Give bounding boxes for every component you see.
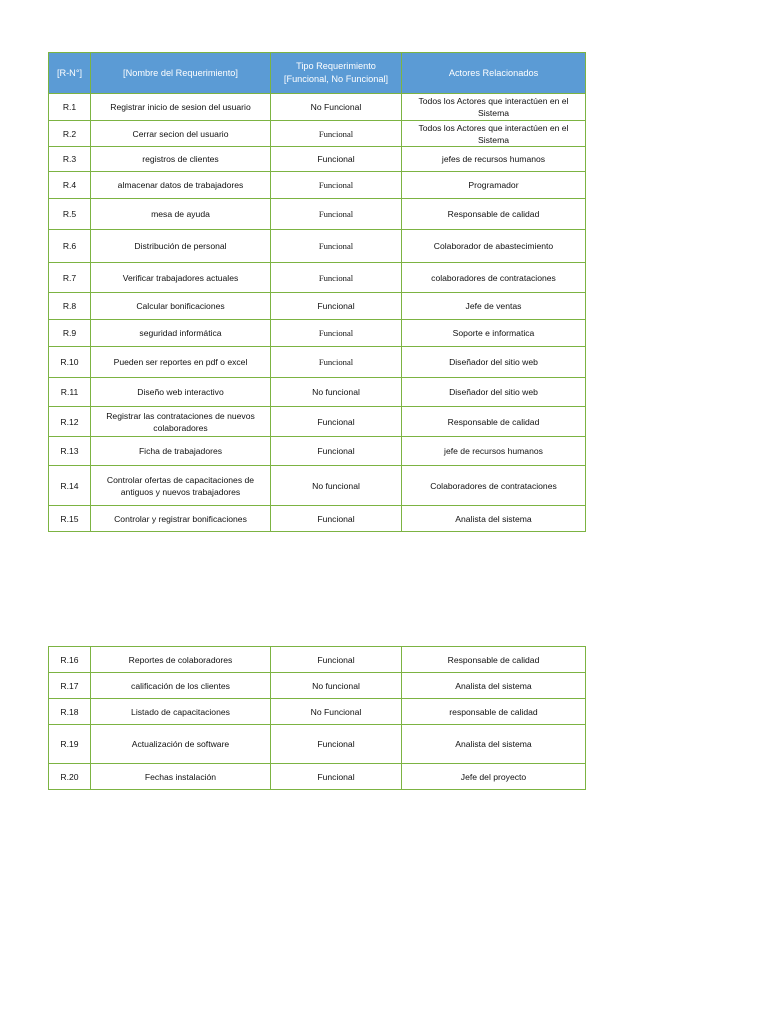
req-type: No funcional [271, 378, 402, 407]
req-name: Calcular bonificaciones [91, 293, 271, 320]
req-name: Actualización de software [91, 725, 271, 764]
req-id: R.16 [49, 647, 91, 673]
req-type: Funcional [271, 199, 402, 230]
req-type: Funcional [271, 293, 402, 320]
table-row [49, 725, 586, 764]
req-name: Distribución de personal [91, 230, 271, 263]
req-actors: Jefe del proyecto [402, 764, 586, 790]
req-id: R.6 [49, 230, 91, 263]
req-actors: Todos los Actores que interactúen en el Sistema [402, 121, 586, 147]
req-type: Funcional [271, 347, 402, 378]
req-id: R.11 [49, 378, 91, 407]
table-row [49, 230, 586, 263]
req-actors: Colaboradores de contrataciones [402, 466, 586, 506]
req-type: Funcional [271, 121, 402, 147]
header-type [271, 53, 402, 94]
req-name: Diseño web interactivo [91, 378, 271, 407]
req-type: Funcional [271, 407, 402, 437]
table-row [49, 293, 586, 320]
table-row [49, 320, 586, 347]
table-row [49, 199, 586, 230]
req-actors: Analista del sistema [402, 725, 586, 764]
req-id: R.14 [49, 466, 91, 506]
table-header-row [49, 53, 586, 94]
req-type: Funcional [271, 506, 402, 532]
table-row [49, 466, 586, 506]
requirements-table [48, 52, 586, 532]
table-row [49, 347, 586, 378]
req-actors: Responsable de calidad [402, 647, 586, 673]
req-actors: Diseñador del sitio web [402, 378, 586, 407]
table-row [49, 764, 586, 790]
table-row [49, 94, 586, 121]
req-id: R.2 [49, 121, 91, 147]
req-name: seguridad informática [91, 320, 271, 347]
table-row [49, 699, 586, 725]
req-id: R.12 [49, 407, 91, 437]
req-type: No funcional [271, 466, 402, 506]
req-id: R.8 [49, 293, 91, 320]
req-name: Registrar inicio de sesion del usuario [91, 94, 271, 121]
req-id: R.5 [49, 199, 91, 230]
header-type-line2: [Funcional, No Funcional] [283, 74, 389, 84]
header-name: [Nombre del Requerimiento] [91, 53, 271, 94]
req-name: Cerrar secion del usuario [91, 121, 271, 147]
header-id: [R-N°] [49, 53, 91, 94]
req-actors: Diseñador del sitio web [402, 347, 586, 378]
req-type: Funcional [271, 230, 402, 263]
req-actors: Jefe de ventas [402, 293, 586, 320]
req-id: R.17 [49, 673, 91, 699]
req-name: Reportes de colaboradores [91, 647, 271, 673]
req-type: Funcional [271, 172, 402, 199]
req-type: No funcional [271, 673, 402, 699]
req-name: Fechas instalación [91, 764, 271, 790]
req-id: R.7 [49, 263, 91, 293]
req-actors: Programador [402, 172, 586, 199]
req-actors: responsable de calidad [402, 699, 586, 725]
req-actors: Responsable de calidad [402, 199, 586, 230]
req-actors: Todos los Actores que interactúen en el Sistema [402, 94, 586, 121]
req-id: R.4 [49, 172, 91, 199]
req-actors: jefe de recursos humanos [402, 437, 586, 466]
table-row [49, 506, 586, 532]
table-row [49, 263, 586, 293]
table-row [49, 407, 586, 437]
req-type: Funcional [271, 725, 402, 764]
req-actors: Responsable de calidad [402, 407, 586, 437]
header-type-line1: Tipo Requerimiento [296, 61, 376, 71]
req-name: Listado de capacitaciones [91, 699, 271, 725]
table-row [49, 378, 586, 407]
req-type: Funcional [271, 647, 402, 673]
req-name: calificación de los clientes [91, 673, 271, 699]
req-actors: Colaborador de abastecimiento [402, 230, 586, 263]
req-id: R.1 [49, 94, 91, 121]
req-type: No Funcional [271, 699, 402, 725]
req-actors: colaboradores de contrataciones [402, 263, 586, 293]
req-id: R.13 [49, 437, 91, 466]
header-actors: Actores Relacionados [402, 53, 586, 94]
req-name: Verificar trabajadores actuales [91, 263, 271, 293]
req-id: R.18 [49, 699, 91, 725]
table-row [49, 121, 586, 147]
req-id: R.9 [49, 320, 91, 347]
requirements-table-continued [48, 646, 586, 790]
req-actors: Analista del sistema [402, 506, 586, 532]
req-id: R.19 [49, 725, 91, 764]
req-id: R.15 [49, 506, 91, 532]
req-actors: Soporte e informatica [402, 320, 586, 347]
req-name: registros de clientes [91, 147, 271, 172]
req-name: almacenar datos de trabajadores [91, 172, 271, 199]
req-actors: jefes de recursos humanos [402, 147, 586, 172]
req-actors: Analista del sistema [402, 673, 586, 699]
table-row [49, 673, 586, 699]
req-name: Registrar las contrataciones de nuevos colaboradores [91, 407, 271, 437]
table-row [49, 172, 586, 199]
table-row [49, 437, 586, 466]
req-name: Controlar ofertas de capacitaciones de antiguos y nuevos trabajadores [91, 466, 271, 506]
req-name: Ficha de trabajadores [91, 437, 271, 466]
req-name: Controlar y registrar bonificaciones [91, 506, 271, 532]
req-type: Funcional [271, 437, 402, 466]
req-type: No Funcional [271, 94, 402, 121]
req-type: Funcional [271, 764, 402, 790]
table-row [49, 147, 586, 172]
req-type: Funcional [271, 263, 402, 293]
req-name: mesa de ayuda [91, 199, 271, 230]
req-type: Funcional [271, 147, 402, 172]
req-name: Pueden ser reportes en pdf o excel [91, 347, 271, 378]
req-id: R.3 [49, 147, 91, 172]
req-type: Funcional [271, 320, 402, 347]
table-row [49, 647, 586, 673]
req-id: R.10 [49, 347, 91, 378]
req-id: R.20 [49, 764, 91, 790]
